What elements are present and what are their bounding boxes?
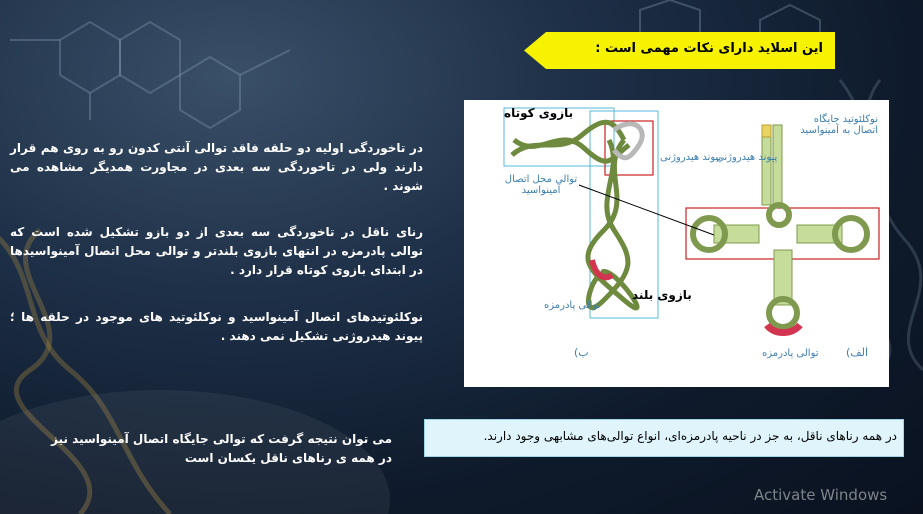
paragraph-initial-folding: در تاخوردگی اولیه دو حلقه فاقد توالی آنتی کدون رو به روی هم قرار دارند ولی در تاخوردگی سه بعدی در مجاورت همدیگر مشاهده می شوند .	[10, 141, 423, 193]
amino-site-label-3d: توالی محل اتصال آمینواسید	[504, 174, 578, 196]
note-box	[424, 419, 904, 457]
slide-title: این اسلاید دارای نکات مهمی است :	[595, 41, 823, 56]
paragraph-no-hydrogen-bonds: نوکلئوتیدهای اتصال آمینواسید و نوکلئوتید های موجود در حلقه ها ؛ پیوند هیدروژنی تشکیل نمی دهند .	[10, 310, 423, 343]
paragraph-conclusion: می توان نتیجه گرفت که توالی جایگاه اتصال آمینواسید نیز در همه ی رناهای ناقل یکسان است	[51, 432, 392, 465]
hydrogen-bond-label-2d: پیوند هیدروژنی	[716, 152, 778, 163]
panel-b-label: ب)	[574, 346, 589, 359]
trna-diagram	[464, 100, 889, 387]
panel-a-label: الف)	[846, 346, 869, 359]
long-arm-label: بازوی بلند	[632, 288, 692, 302]
trna-figure	[464, 100, 889, 387]
note-text: در همه رناهای ناقل، به جز در ناحیه پادرمزه‌ای، انواع توالی‌های مشابهی وجود دارند.	[483, 429, 897, 443]
amino-site-label-2d: نوکلئوتید جایگاه اتصال به آمینواسید	[800, 114, 878, 136]
paragraph-two-arms: رنای ناقل در تاخوردگی سه بعدی از دو بازو تشکیل شده است که توالی پادرمزه در انتهای بازوی بلندتر و توالی محل اتصال آمینواسیدها در ابتدای بازوی کوتاه قرار دارد .	[10, 225, 423, 277]
title-banner	[524, 32, 835, 69]
short-arm-label: بازوی کوتاه	[504, 106, 574, 120]
hydrogen-bond-label-3d: پیوند هیدروژنی	[660, 152, 722, 163]
anticodon-label-2d: توالی پادرمزه	[762, 348, 819, 359]
activation-watermark: Activate Windows	[754, 486, 888, 504]
anticodon-label-3d: توالی پادرمزه	[544, 300, 601, 311]
